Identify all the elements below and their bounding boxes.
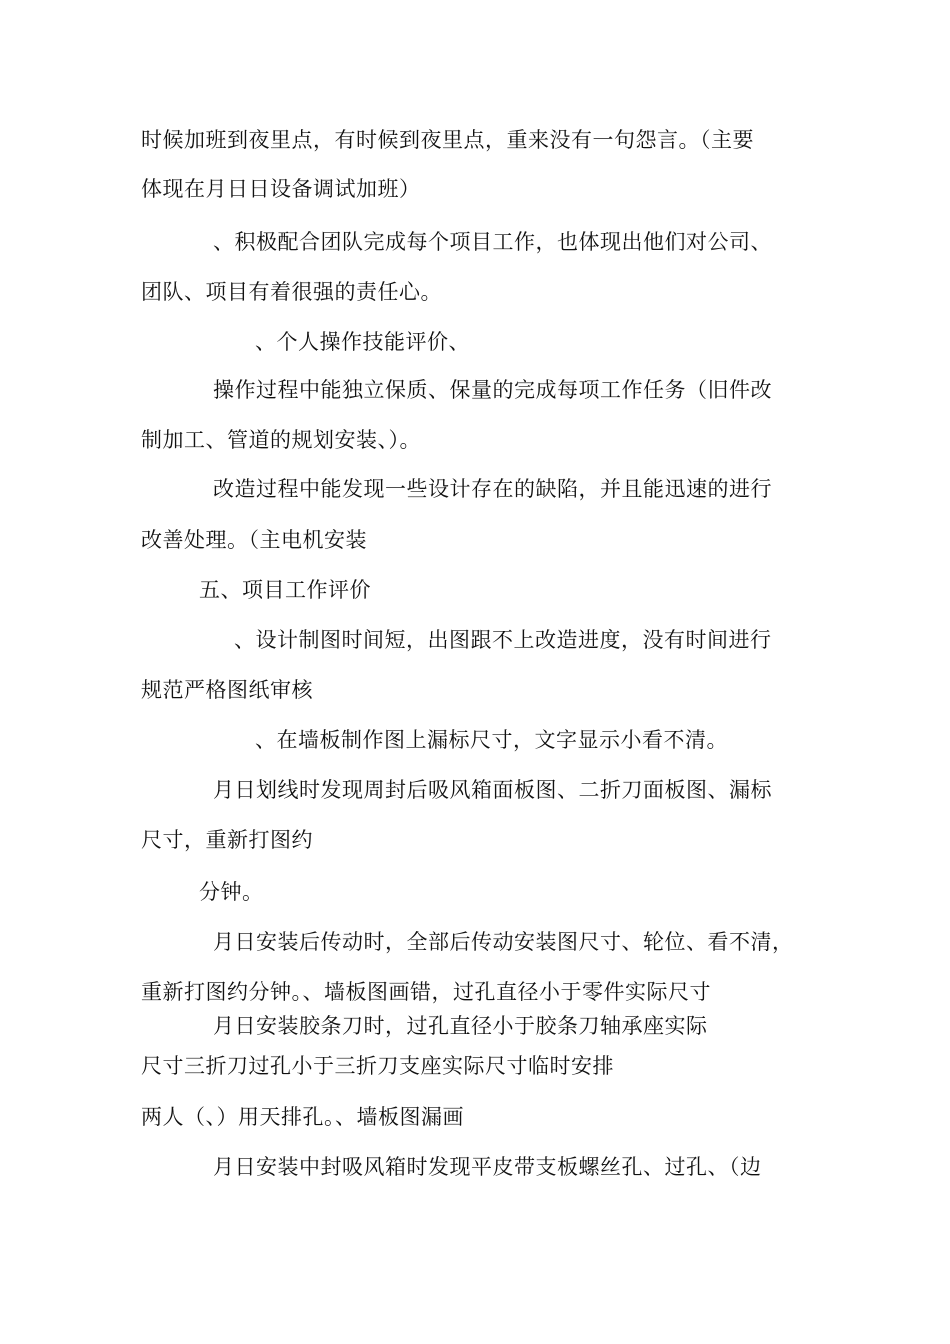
text-line-9: 改善处理。（主电机安装 xyxy=(141,528,367,552)
text-line-19: 月日安装胶条刀时，过孔直径小于胶条刀轴承座实际 xyxy=(213,1014,708,1038)
text-line-13: 、在墙板制作图上漏标尺寸，文字显示小看不清。 xyxy=(255,728,728,752)
section-heading: 五、项目工作评价 xyxy=(199,578,371,602)
text-line-7: 制加工、管道的规划安装、）。 xyxy=(141,428,421,452)
text-line-3: 、积极配合团队完成每个项目工作，也体现出他们对公司、 xyxy=(213,230,772,254)
text-line-6: 操作过程中能独立保质、保量的完成每项工作任务（旧件改 xyxy=(213,378,772,402)
text-line-1: 时候加班到夜里点，有时候到夜里点，重来没有一句怨言。（主要 xyxy=(141,128,754,152)
text-line-17: 月日安装后传动时，全部后传动安装图尺寸、轮位、看不清， xyxy=(213,930,794,954)
text-line-8: 改造过程中能发现一些设计存在的缺陷，并且能迅速的进行 xyxy=(213,477,772,501)
text-line-5: 、个人操作技能评价、 xyxy=(255,330,470,354)
text-line-11: 、设计制图时间短，出图跟不上改造进度，没有时间进行 xyxy=(234,628,772,652)
text-line-16: 分钟。 xyxy=(199,880,264,904)
text-line-15: 尺寸，重新打图约 xyxy=(141,828,313,852)
text-line-18: 重新打图约分钟。、墙板图画错，过孔直径小于零件实际尺寸 xyxy=(141,980,711,1004)
text-line-12: 规范严格图纸审核 xyxy=(141,678,313,702)
text-line-22: 月日安装中封吸风箱时发现平皮带支板螺丝孔、过孔、（边 xyxy=(213,1155,762,1179)
text-line-4: 团队、项目有着很强的责任心。 xyxy=(141,280,442,304)
text-line-14: 月日划线时发现周封后吸风箱面板图、二折刀面板图、漏标 xyxy=(213,778,772,802)
text-line-21: 两人（、）用天排孔。、墙板图漏画 xyxy=(141,1105,464,1129)
text-line-2: 体现在月日日设备调试加班） xyxy=(141,177,421,201)
text-line-20: 尺寸三折刀过孔小于三折刀支座实际尺寸临时安排 xyxy=(141,1054,614,1078)
